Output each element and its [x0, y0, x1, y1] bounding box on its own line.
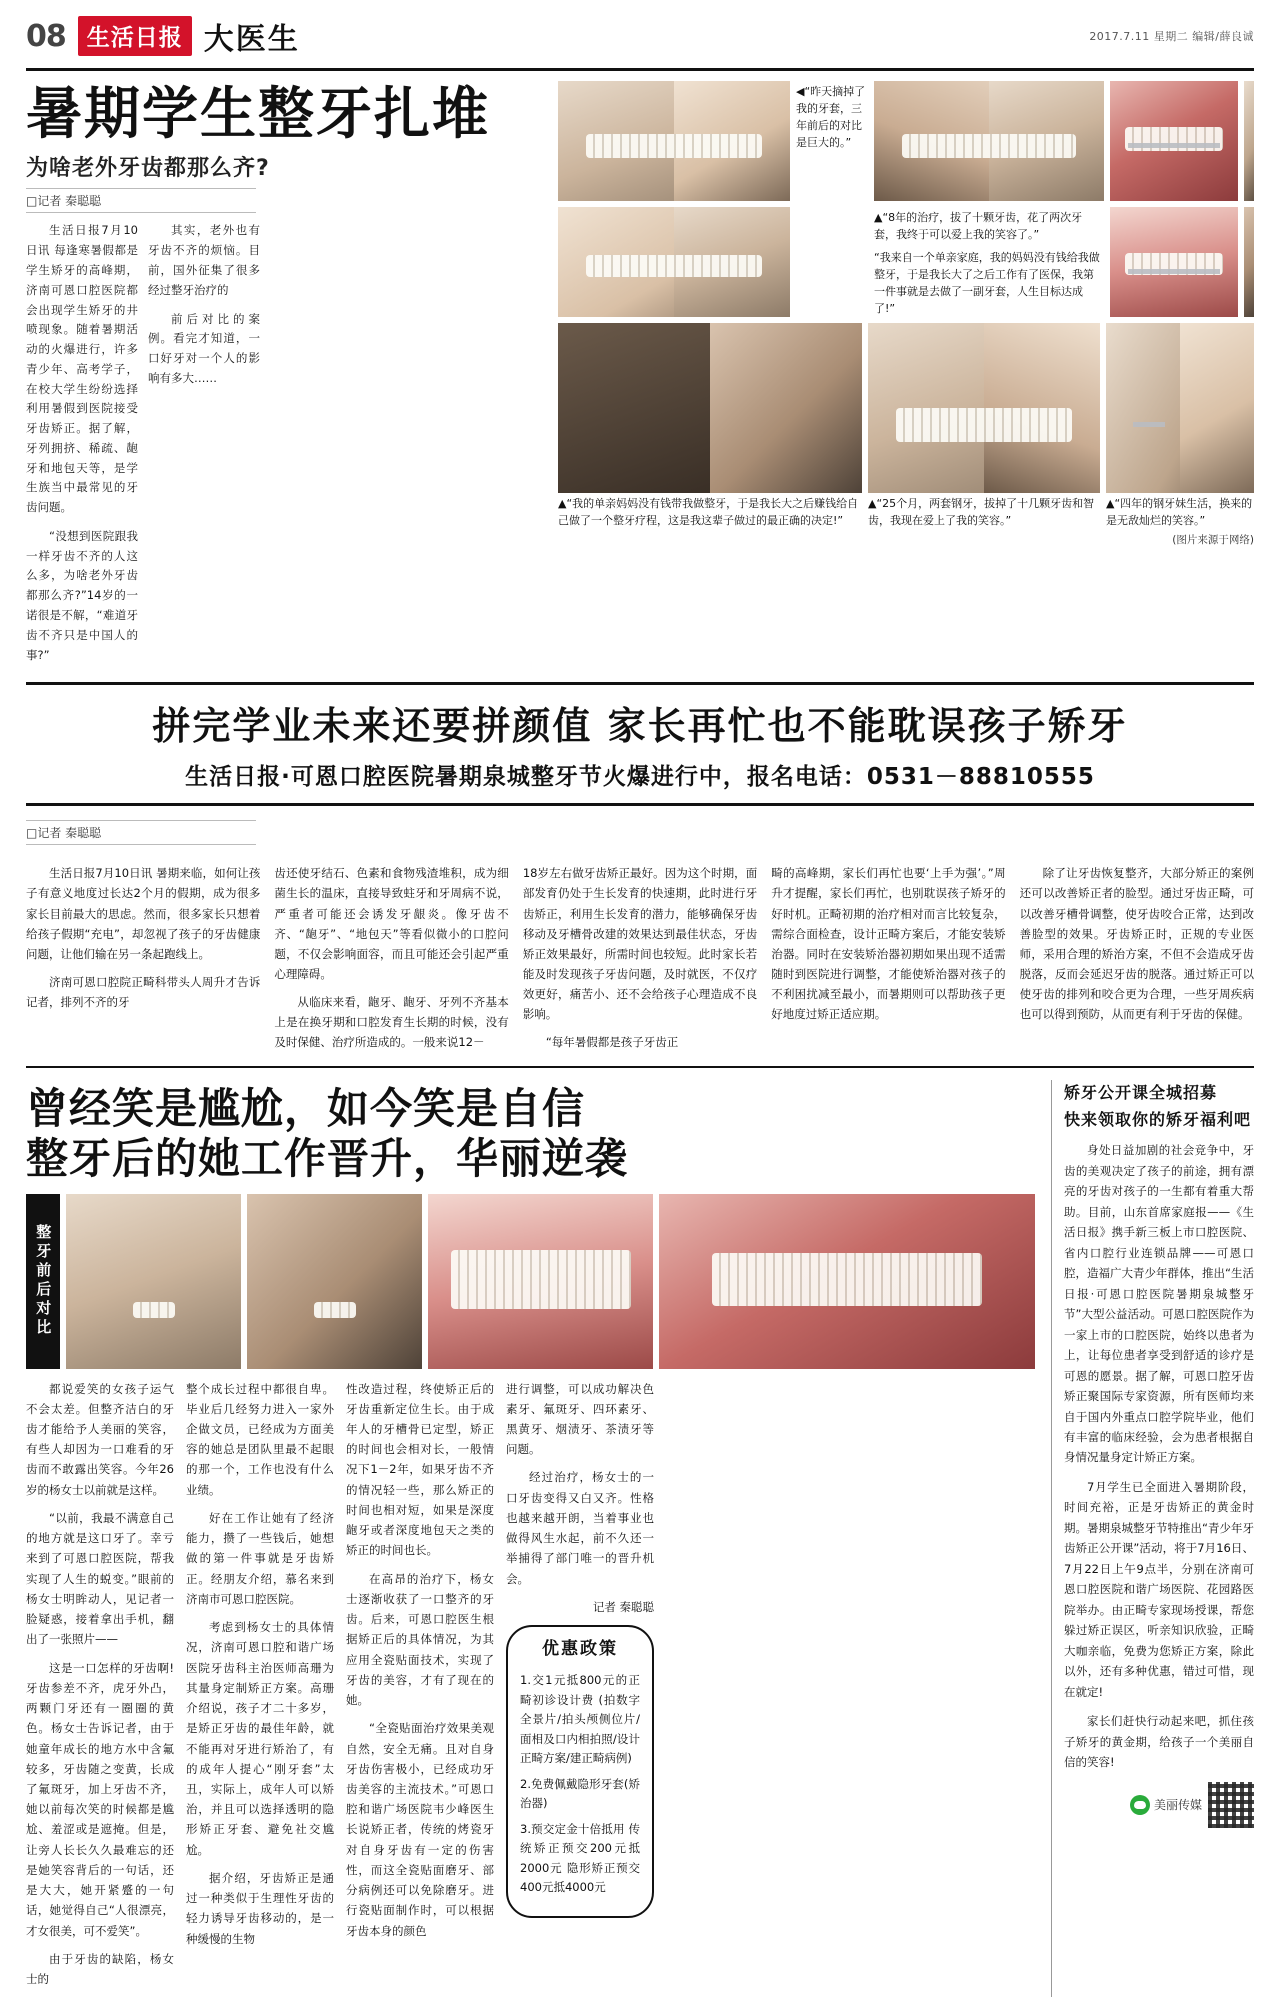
article-signature: 记者 秦聪聪	[592, 1599, 654, 1614]
paper-logo: 生活日报	[78, 16, 192, 56]
section-title: 大医生	[203, 22, 300, 57]
photo-before-after-woman	[558, 81, 790, 201]
feature-column-1	[26, 1379, 174, 1998]
paragraph: 生活日报7月10日讯 每逢寒暑假都是学生矫牙的高峰期，济南可恩口腔医院都会出现学生矫牙的井喷现象。随着暑期活动的火爆进行，许多青少年、高考学子，在校大学生纷纷选择利用暑假到医院接受牙齿矫正。据了解，牙列拥挤、稀疏、龅牙和地包天等，是学生族当中最常见的牙齿问题。	[26, 223, 138, 515]
paragraph: “没想到医院跟我一样牙齿不齐的人这么多，为啥老外牙齿都那么齐?”14岁的一诺很是不解，“难道牙齿不齐只是中国人的事?”	[26, 528, 138, 662]
photo-row-2	[558, 207, 1254, 317]
paragraph: 都说爱笑的女孩子运气不会太差。但整齐洁白的牙齿才能给予人美丽的笑容，有些人却因为一口难看的牙齿而不敢露出笑容。今年26岁的杨女士以前就是这样。	[26, 1381, 174, 1497]
paragraph: 畸的高峰期，家长们再忙也要‘上手为强’。”周升才提醒，家长们再忙，也别耽误孩子矫牙的好时机。正畸初期的治疗相对而言比较复杂，需综合面检查，设计正畸方案后，才能安装矫治器。同时在安装矫治器初期如果出现不适需随时到医院进行调整，才能使矫治器对孩子的不利困扰减至最小，而暑期则可以帮助孩子更好地度过矫正适应期。	[771, 866, 1006, 1022]
feature-column-2	[186, 1379, 334, 1998]
page-number: 08	[26, 18, 66, 54]
before-after-photos	[26, 1194, 1035, 1369]
paragraph: 生活日报7月10日讯 暑期来临，如何让孩子有意义地度过长达2个月的假期，成为很多家长目前最大的思虑。然而，很多家长只想着给孩子假期“充电”，却忽视了孩子的牙齿健康问题，让他们输在另一条起跑线上。	[26, 866, 261, 961]
photo-row-3	[558, 323, 1254, 547]
paragraph: 除了让牙齿恢复整齐，大部分矫正的案例还可以改善矫正者的脸型。通过牙齿正畸，可以改善牙槽骨调整，使牙齿咬合正常，达到改善脸型的效果。牙齿矫正时，正规的专业医师，采用合理的矫治方案，不但不会造成牙齿脱落，反而会延迟牙齿的脱落。通过矫正可以使牙齿的排列和咬合更为合理，一些牙周疾病也可以得到预防，从而更有利于牙齿的保健。	[1019, 866, 1255, 1022]
rail-title-line1: 矫牙公开课全城招募	[1064, 1083, 1218, 1103]
masthead	[26, 14, 1254, 64]
photo-caption: ▲“四年的钢牙妹生活，换来的是无敌灿烂的笑容。”	[1106, 497, 1253, 528]
date-line: 2017.7.11 星期二 编辑/薛良诚	[1089, 30, 1254, 43]
paragraph: 进行调整，可以成功解决色素牙、氟斑牙、四环素牙、黑黄牙、烟渍牙、茶渍牙等问题。	[506, 1381, 654, 1457]
paragraph: 7月学生已全面进入暑期阶段，时间充裕，正是牙齿矫正的黄金时期。暑期泉城整牙节特推出“青少年牙齿矫正公开课”活动，将于7月16日、7月22日上午9点半，分别在济南可恩口腔医院和谐广场医院、花园路医院举办。由正畸专家现场授课，帮您躲过矫正误区，听亲知识欣验，正畸大咖亲临，免费为您矫正方案，除此以外，还有多种优惠，错过可惜，现在就定!	[1064, 1479, 1254, 1699]
photo-man-portrait	[1244, 207, 1254, 317]
photo-man-smile	[1244, 81, 1254, 201]
paragraph: “每年暑假都是孩子牙齿正	[545, 1035, 679, 1050]
photo-two-men	[558, 323, 862, 493]
paragraph: 齿还使牙结石、色素和食物残渣堆积，成为细菌生长的温床，直接导致蛀牙和牙周病不说，严重者可能还会诱发牙龈炎。像牙齿不齐、“龅牙”、“地包天”等看似微小的口腔问题，不仅会影响面容，而且可能还会引起严重心理障碍。	[274, 866, 509, 981]
masthead-divider	[26, 68, 1254, 71]
paragraph: 好在工作让她有了经济能力，攒了一些钱后，她想做的第一件事就是牙齿矫正。经朋友介绍，慕名来到济南市可恩口腔医院。	[186, 1510, 334, 1606]
feature-column-4	[506, 1379, 654, 1998]
byline: □记者 秦聪聪	[26, 820, 256, 845]
mid-byline-wrap	[26, 806, 1254, 845]
before-after-label: 整牙前后对比	[26, 1194, 60, 1369]
paragraph: 经过治疗，杨女士的一口牙齿变得又白又齐。性格也越来越开朗，当着事业也做得风生水起，前不久还一举捕得了部门唯一的晋升机会。	[506, 1470, 654, 1586]
photo-row-1	[558, 81, 1254, 201]
photo-caption: ▲“8年的治疗，拔了十颗牙齿，花了两次牙套，我终于可以爱上我的笑容了。”	[874, 211, 1083, 242]
paragraph: 济南可恩口腔院正畸科带头人周升才告诉记者，排列不齐的牙	[26, 974, 261, 1010]
top-photo-grid	[558, 81, 1254, 674]
top-story-text	[26, 81, 546, 674]
feature-columns	[26, 1379, 1035, 1998]
photo-girl-braces-pair	[1106, 323, 1254, 493]
wechat-icon	[1130, 1795, 1150, 1815]
paragraph: 由于牙齿的缺陷，杨女士的	[26, 1951, 174, 1987]
mid-article	[26, 853, 1254, 1068]
lead-column-1	[26, 221, 138, 674]
paragraph: 整个成长过程中都很自卑。毕业后几经努力进入一家外企做文员，已经成为方面美容的她总是团队里最不起眼的那一个，工作也没有什么业绩。	[186, 1381, 334, 1497]
promo-title: 优惠政策	[542, 1639, 618, 1660]
mid-column-2	[274, 863, 508, 1060]
feature-headline-line1: 曾经笑是尴尬，如今笑是自信	[26, 1084, 586, 1134]
wechat-label	[1130, 1795, 1202, 1815]
paragraph: 身处日益加剧的社会竞争中，牙齿的美观决定了孩子的前途，拥有漂亮的牙齿对孩子的一生都有着重大帮助。目前，山东首席家庭报——《生活日报》携手新三板上市口腔医院、省内口腔行业连锁品牌——可恩口腔，造福广大青少年群体，推出“生活日报·可恩口腔医院暑期泉城整牙节”大型公益活动。可恩口腔医院作为一家上市的口腔医院，始终以患者为上，让每位患者享受到舒适的诊疗是可恩的愿景。据了解，可恩口腔牙齿矫正聚国际专家资源，所有医师均来自于国内外重点口腔学院毕业，他们有丰富的临床经验，会为患者根据自身情况量身定计矫正方案。	[1064, 1143, 1254, 1465]
paragraph: 考虑到杨女士的具体情况，济南可恩口腔和谐广场医院牙齿科主治医师高珊为其量身定制矫正方案。高珊介绍说，孩子才二十多岁，是矫正牙齿的最佳年龄，就不能再对牙进行矫治了，有的成年人提心“刚牙套”太丑，实际上，成年人可以矫治，并且可以选择透明的隐形矫正牙套、避免社交尴尬。	[186, 1620, 334, 1857]
footer-watermark	[1064, 1782, 1254, 1828]
paragraph: 性改造过程，终使矫正后的牙齿重新定位生长。由于成年人的牙槽骨已定型，矫正的时间也会相对长，一般情况下1－2年，如果牙齿不齐的情况轻一些，那么矫正的时间也相对短，如果是深度龅牙或者深度地包天之类的矫正的时间也长。	[346, 1381, 494, 1558]
byline: □记者 秦聪聪	[26, 188, 256, 213]
photo-caption: ▲“我的单亲妈妈没有钱带我做整牙，于是我长大之后赚钱给自己做了一个整牙疗程，这是我这辈子做过的最正确的决定!”	[558, 497, 859, 528]
paragraph: 据介绍，牙齿矫正是通过一种类似于生理性牙齿的轻力诱导牙齿移动的，是一种缓慢的生物	[186, 1870, 334, 1946]
photo-patient-after	[247, 1194, 422, 1369]
paragraph: 从临床来看，龅牙、龅牙、牙列不齐基本上是在换牙期和口腔发育生长期的时候，没有及时保健、治疗所造成的。一般来说12－	[274, 995, 509, 1050]
photo-teeth-before	[428, 1194, 653, 1369]
lead-columns	[26, 221, 546, 674]
top-story	[26, 81, 1254, 674]
photo-child-and-woman	[868, 323, 1100, 493]
promo-box	[506, 1625, 654, 1918]
photo-woman-gap-teeth	[558, 207, 790, 317]
paragraph: 这是一口怎样的牙齿啊!牙齿参差不齐，虎牙外凸，两颗门牙还有一圈圈的黄色。杨女士告诉记者，由于她童年成长的地方水中含氟较多，牙齿随之变黄，长成了氟斑牙，加上牙齿不齐，她以前每次笑的时候都是尴尬、羞涩或是遮掩。但是，让旁人长长久久最难忘的还是她笑容背后的一句话，还是大大，她开紧蹙的一句话，她觉得自己“人很漂亮，才女很美，可不爱笑”。	[26, 1660, 174, 1938]
photo-braces-mouth	[1110, 81, 1238, 201]
mid-column-5	[1020, 863, 1254, 1060]
photo-patient-before	[66, 1194, 241, 1369]
paragraph: “以前，我最不满意自己的地方就是这口牙了。幸亏来到了可恩口腔医院，帮我实现了人生的蜕变。”眼前的杨女士明眸动人，见记者一脸疑惑，接着拿出手机，翻出了一张照片——	[26, 1510, 174, 1647]
photo-caption: “我来自一个单亲家庭，我的妈妈没有钱给我做整牙，于是我长大了之后工作有了医保，我第一件事就是去做了一副牙套，人生目标达成了!”	[874, 251, 1100, 316]
lead-column-2	[148, 221, 260, 674]
image-source-note: (图片来源于网络)	[1172, 534, 1254, 547]
rail-title-line2: 快来领取你的矫牙福利吧	[1064, 1110, 1252, 1130]
photo-teeth-after	[659, 1194, 1035, 1369]
paragraph: 家长们赶快行动起来吧，抓住孩子矫牙的黄金期，给孩子一个美丽自信的笑容!	[1064, 1714, 1254, 1770]
banner-subline: 生活日报·可恩口腔医院暑期泉城整牙节火爆进行中，报名电话：0531－88810555	[185, 764, 1095, 791]
feature-headline-line2: 整牙后的她工作晋升，华丽逆袭	[26, 1133, 629, 1183]
page-title: 暑期学生整牙扎堆	[26, 82, 490, 147]
paragraph: 在高昂的治疗下，杨女士逐渐收获了一口整齐的牙齿。后来，可恩口腔医生根据矫正后的具体情况，为其应用全瓷贴面技术，实现了牙齿的美容，才有了现在的她。	[346, 1571, 494, 1708]
promo-banner	[26, 682, 1254, 806]
watermark-text: 美丽传媒	[1153, 1798, 1202, 1812]
photo-braces-closeup	[1110, 207, 1238, 317]
paragraph: 18岁左右做牙齿矫正最好。因为这个时期，面部发育仍处于生长发育的快速期，此时进行牙齿矫正，利用生长发育的潜力，能够确保牙齿移动及牙槽骨改建的效果达到最佳状态，牙齿矫正效果最好，所需时间也较短。此时家长若能及时发现孩子牙齿问题，及时就医，不仅疗效更好，痛苦小、还不会给孩子心理造成不良影响。	[522, 866, 758, 1022]
promo-item: 1.交1元抵800元的正畸初诊设计费 (拍数字全景片/拍头颅侧位片/面相及口内相拍照/设计正畸方案/建正畸病例)	[520, 1673, 640, 1766]
photo-blonde-smile-pair	[874, 81, 1104, 201]
mid-column-1	[26, 863, 260, 1060]
paragraph: 其实，老外也有牙齿不齐的烦恼。目前，国外征集了很多经过整牙治疗的	[148, 223, 260, 297]
promo-item: 3.预交定金十倍抵用 传统矫正预交200元抵2000元 隐形矫正预交400元抵4000元	[520, 1821, 640, 1895]
feature-main	[26, 1080, 1035, 1997]
photo-caption: ▲“25个月，两套钢牙，拔掉了十几颗牙齿和智齿，我现在爱上了我的笑容。”	[868, 497, 1095, 528]
feature-column-3	[346, 1379, 494, 1998]
mid-column-4	[771, 863, 1005, 1060]
mid-column-3	[523, 863, 757, 1060]
photo-caption: ◀“昨天摘掉了我的牙套，三年前后的对比是巨大的。”	[796, 85, 866, 150]
sidebar-public-class	[1051, 1080, 1254, 1997]
subheadline: 为啥老外牙齿都那么齐?	[26, 156, 270, 182]
feature-headline	[26, 1084, 1035, 1183]
banner-headline: 拼完学业未来还要拼颜值 家长再忙也不能耽误孩子矫牙	[152, 704, 1128, 749]
qr-code-icon	[1208, 1782, 1254, 1828]
promo-item: 2.免费佩戴隐形牙套(矫治器)	[520, 1776, 640, 1811]
feature-story	[26, 1080, 1254, 1997]
paragraph: “全瓷贴面治疗效果美观自然，安全无痛。且对自身牙齿伤害极小，已经成功牙齿美容的主流技术。”可恩口腔和谐广场医院韦少峰医生长说矫正者，传统的烤瓷牙对自身牙齿有一定的伤害性，而这全瓷贴面磨牙、部分病例还可以免除磨牙。进行瓷贴面制作时，可以根据牙齿本身的颜色	[346, 1721, 494, 1938]
paragraph: 前后对比的案例。看完才知道，一口好牙对一个人的影响有多大……	[148, 311, 260, 385]
